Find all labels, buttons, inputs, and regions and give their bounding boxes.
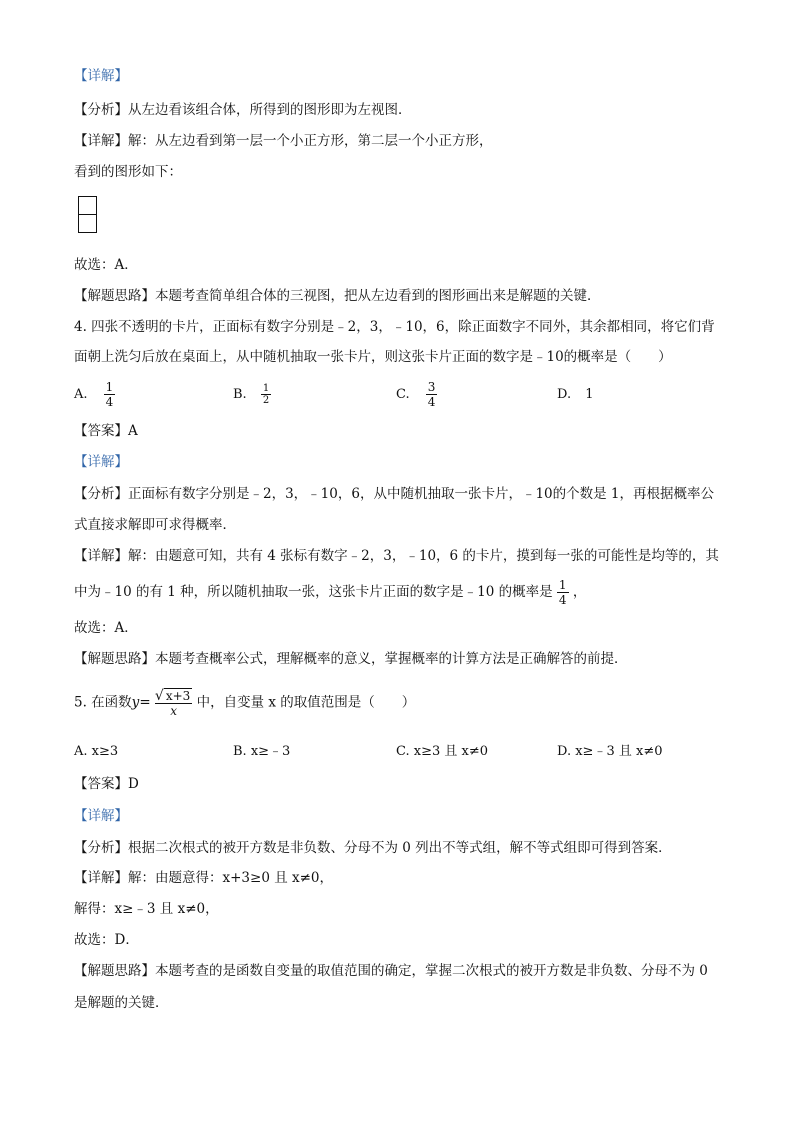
fraction [261, 383, 271, 406]
denominator: x [170, 704, 177, 718]
q5-option-b: B. x≥﹣3 [233, 744, 291, 759]
denominator: 4 [558, 593, 567, 607]
q4-analysis-line2: 式直接求解即可求得概率． [74, 517, 236, 533]
approach-text: 【解题思路】本题考查简单组合体的三视图，把从左边看到的图形画出来是解题的关键． [74, 288, 601, 304]
analysis-text: 【分析】从左边看该组合体，所得到的图形即为左视图． [74, 102, 412, 118]
q4-detail-line1: 【详解】解：由题意可知，共有 4 张标有数字﹣2，3，﹣10，6 的卡片，摸到每一张的可能性是均等的，其 [74, 548, 719, 564]
fraction [104, 380, 116, 409]
q4-analysis-line1: 【分析】正面标有数字分别是﹣2，3，﹣10，6，从中随机抽取一张卡片，﹣10的个数是 1，再根据概率公 [74, 486, 715, 502]
choose-text: 故选：A． [74, 257, 138, 273]
detail-end: ， [572, 584, 587, 600]
left-view-figure [78, 196, 96, 234]
sqrt-expression [155, 688, 192, 703]
stem-y: y [131, 694, 140, 711]
q5-choose: 故选：D． [74, 932, 139, 948]
q5-approach-line2: 是解题的关键． [74, 995, 169, 1011]
radical-sign-icon: √ [154, 688, 164, 704]
option-label: D. [557, 387, 572, 402]
numerator: 1 [105, 380, 114, 394]
numerator: 1 [558, 578, 567, 592]
q4-detail-line2 [74, 578, 720, 607]
option-label: C. [396, 387, 410, 402]
q4-option-d [557, 385, 594, 405]
stem-equals: = [139, 694, 151, 711]
denominator: 4 [105, 395, 114, 409]
q5-detail-header: 【详解】 [74, 808, 128, 824]
q4-stem-line1: 4. 四张不透明的卡片，正面标有数字分别是﹣2，3，﹣10，6，除正面数字不同外，其余都相同，将它们背 [74, 319, 715, 335]
top-square [78, 196, 97, 215]
q5-approach-line1: 【解题思路】本题考查的是函数自变量的取值范围的确定，掌握二次根式的被开方数是非负数、分母不为 0 [74, 963, 708, 979]
q4-stem-line2: 面朝上洗匀后放在桌面上，从中随机抽取一张卡片，则这张卡片正面的数字是﹣10的概率是（ ） [74, 349, 672, 365]
q5-answer: 【答案】D [74, 776, 139, 792]
denominator: 2 [262, 395, 270, 406]
option-label: B. [233, 387, 247, 402]
q5-detail: 【详解】解：由题意得：x+3≥0 且 x≠0， [74, 870, 334, 886]
q5-option-d: D. x≥﹣3 且 x≠0 [557, 744, 663, 759]
q4-choose: 故选：A． [74, 620, 138, 636]
fraction [426, 380, 438, 409]
detail-text: 中为﹣10 的有 1 种，所以随机抽取一张，这张卡片正面的数字是﹣10 的概率是 [74, 584, 553, 600]
stem-suffix: 中，自变量 x 的取值范围是（ ） [196, 694, 416, 711]
q4-option-c [396, 380, 437, 409]
q5-analysis: 【分析】根据二次根式的被开方数是非负数、分母不为 0 列出不等式组，解不等式组即可得到答案． [74, 840, 672, 856]
numerator: 1 [262, 383, 270, 394]
seen-text: 看到的图形如下： [74, 164, 182, 180]
q5-option-a: A. x≥3 [74, 744, 119, 759]
stem-prefix: 5. 在函数 [74, 694, 132, 711]
q4-option-b [233, 383, 271, 406]
denominator: 4 [427, 395, 436, 409]
numerator: 3 [427, 380, 436, 394]
option-label: A. [74, 387, 88, 402]
function-fraction [155, 688, 192, 718]
q4-detail-header: 【详解】 [74, 454, 128, 470]
q5-solve: 解得：x≥﹣3 且 x≠0， [74, 901, 219, 917]
radicand: x+3 [165, 689, 191, 703]
q4-answer: 【答案】A [74, 423, 138, 439]
q4-option-a [74, 380, 115, 409]
q5-option-c: C. x≥3 且 x≠0 [396, 744, 489, 759]
q4-approach: 【解题思路】本题考查概率公式，理解概率的意义，掌握概率的计算方法是正确解答的前提． [74, 651, 628, 667]
q5-stem [74, 688, 720, 718]
fraction [557, 578, 569, 607]
detail-header: 【详解】 [74, 68, 128, 84]
bottom-square [78, 215, 97, 233]
detail-text: 【详解】解：从左边看到第一层一个小正方形，第二层一个小正方形， [74, 133, 493, 149]
option-value: 1 [585, 387, 594, 402]
